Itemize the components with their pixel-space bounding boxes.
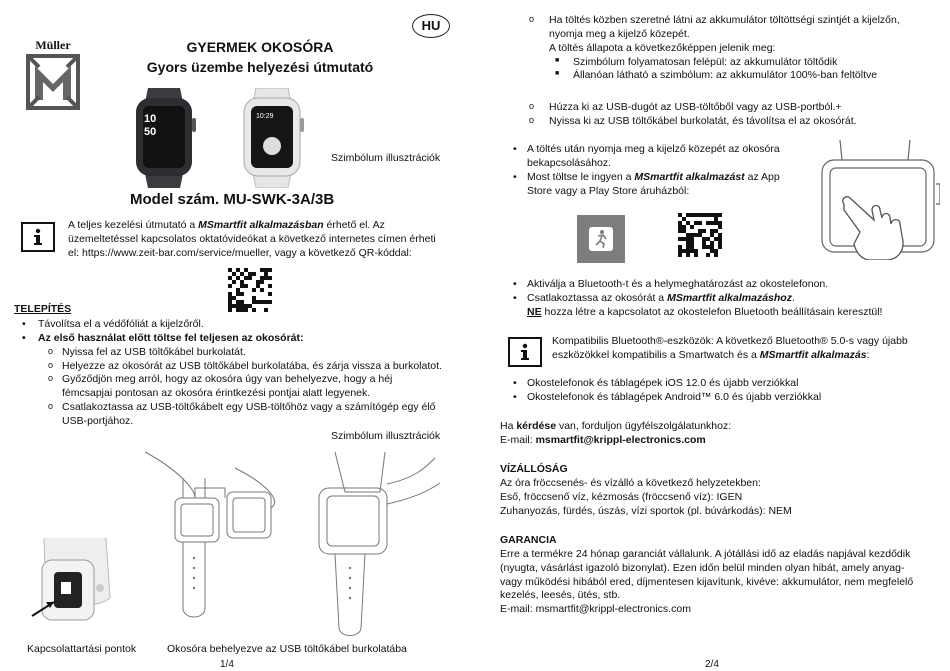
compat-line-1: Kompatibilis Bluetooth®-eszközök: A következő Bluetooth® 5.0-s vagy újabb bbox=[552, 335, 908, 347]
brand-name: Müller bbox=[35, 38, 71, 52]
charge-state: ■ Szimbólum folyamatosan felépül: az akkumulátor töltődik bbox=[475, 56, 935, 70]
os-list bbox=[505, 377, 945, 405]
contact-points-watch-icon bbox=[30, 538, 122, 642]
install-line-2: Store vagy a Play Store áruházból: bbox=[527, 184, 690, 197]
unplug-item: o Nyissa ki az USB töltőkábel burkolatát, és távolítsa el az okosórát. bbox=[475, 115, 935, 129]
setup-subitem: o Helyezze az okosórát az USB töltőkábel burkolatába, és zárja vissza a burkolatot. bbox=[14, 360, 454, 374]
question-text: Ha bbox=[500, 420, 517, 432]
model-number: Model szám. MU-SWK-3A/3B bbox=[130, 191, 335, 208]
after-charge-line-1: • A töltés után nyomja meg a kijelző közepét az okosóra bbox=[527, 143, 780, 155]
water-line: Zuhanyozás, fürdés, úszás, vízi sportok (pl. búvárkodás): NEM bbox=[500, 504, 792, 517]
os-item: • Okostelefonok és táblagépek iOS 12.0 és újabb verziókkal bbox=[505, 377, 945, 391]
question-bold: kérdése bbox=[516, 420, 557, 432]
after-charge-item bbox=[505, 143, 795, 171]
manual-page-1 bbox=[0, 0, 475, 670]
bluetooth-item: • Aktiválja a Bluetooth-t és a helymeghatározást az okostelefonon. bbox=[505, 278, 945, 292]
dark-watch-time bbox=[144, 113, 156, 138]
info-line-2: üzemeltetéssel kapcsolatos oktatóvideókat a következő internetes címen érheti bbox=[68, 232, 436, 245]
warranty-line: kezelés, leesés, ütés, stb. bbox=[500, 589, 621, 602]
compat-line-2: eszközökkel kompatibilis a Smartwatch és a bbox=[552, 348, 760, 361]
qr-code-icon bbox=[228, 268, 272, 312]
install-text: Most töltse le ingyen a bbox=[527, 170, 635, 183]
warranty-heading: GARANCIA bbox=[500, 534, 557, 546]
compatibility-paragraph bbox=[552, 335, 942, 363]
water-section bbox=[500, 463, 940, 518]
contact-paragraph bbox=[500, 420, 940, 448]
connect-app-name: MSmartfit alkalmazáshoz bbox=[667, 291, 792, 304]
water-line: Az óra fröccsenés- és vízálló a következő helyzetekben: bbox=[500, 476, 761, 489]
setup-item: • Távolítsa el a védőfóliát a kijelzőről. bbox=[14, 318, 454, 332]
warranty-line: Erre a termékre 24 hónap garanciát vállalunk. A jótállási idő az eladás napjával kezdődik bbox=[500, 547, 911, 560]
document-title bbox=[110, 38, 410, 77]
fitness-app-icon[interactable] bbox=[577, 215, 625, 263]
charging-illustration bbox=[135, 448, 445, 640]
white-watch-icon bbox=[244, 88, 304, 188]
connect-text-end: . bbox=[791, 291, 795, 304]
setup-subitem-cont: fémcsapjai pontosan az okosóra érintkezési pontjai alatt legyenek. bbox=[62, 387, 371, 400]
charge-state: ■ Állanóan látható a szimbólum: az akkumulátor 100%-ban feltöltve bbox=[475, 69, 935, 83]
setup-subitem: o Nyissa fel az USB töltőkábel burkolatát. bbox=[14, 346, 454, 360]
setup-item: • Az első használat előtt töltse fel teljesen az okosórát: bbox=[14, 332, 454, 346]
setup-list bbox=[14, 318, 454, 429]
language-badge: HU bbox=[412, 14, 450, 38]
qr-code-icon[interactable] bbox=[678, 213, 722, 257]
compat-line-2-end: : bbox=[866, 348, 870, 361]
warranty-section bbox=[500, 534, 945, 617]
setup-subitem-cont bbox=[14, 373, 454, 387]
os-item: • Okostelefonok és táblagépek Android™ 6.0 és újabb verziókkal bbox=[505, 391, 945, 405]
title-line-1: GYERMEK OKOSÓRA bbox=[186, 39, 334, 55]
info-box bbox=[508, 337, 542, 367]
charge-item: o Ha töltés közben szeretné látni az akkumulátor töltöttségi szintjét a kijelzőn, bbox=[475, 14, 935, 28]
info-icon bbox=[30, 228, 46, 246]
hand-pointer-illustration bbox=[820, 140, 940, 260]
page-number: 1/4 bbox=[220, 659, 234, 670]
warranty-line: (nyugta, vásárlást igazoló bizonylat). Ezen időn belül minden olyan hibát, amely anyag- bbox=[500, 561, 905, 574]
unplug-item: o Húzza ki az USB-dugót az USB-töltőből vagy az USB-portból.+ bbox=[475, 101, 935, 115]
page-number: 2/4 bbox=[705, 659, 719, 670]
info-paragraph bbox=[68, 219, 448, 261]
ne-word: NE bbox=[527, 305, 542, 318]
ne-rest: hozza létre a kapcsolatot az okostelefon Bluetooth beállításain keresztül! bbox=[541, 305, 883, 318]
unplug-list bbox=[475, 101, 935, 129]
info-line-3: el: https://www.zeit-bar.com/service/mueller, vagy a következő QR-kóddal: bbox=[68, 246, 412, 259]
install-app-name: MSmartfit alkalmazást bbox=[634, 170, 745, 183]
charging-list bbox=[475, 14, 935, 83]
app-name: MSmartfit alkalmazásban bbox=[198, 219, 324, 231]
info-box bbox=[21, 222, 55, 252]
warranty-email[interactable]: E-mail: msmartfit@krippl-electronics.com bbox=[500, 603, 691, 616]
brand-m-emblem-icon bbox=[25, 54, 81, 110]
runner-icon bbox=[588, 226, 614, 252]
symbol-caption: Szimbólum illusztrációk bbox=[331, 152, 441, 164]
warranty-line: vagy működési hibából ered, díjmentesen kijavítunk, kivéve: akkumulátor, nem megfelelő bbox=[500, 575, 914, 588]
setup-subitem-cont: USB-portjához. bbox=[62, 415, 134, 428]
setup-subitem: o Csatlakoztassa az USB-töltőkábelt egy USB-töltőhöz vagy a számítógép egy élő bbox=[14, 401, 454, 415]
setup-subitem-text: o Győződjön meg arról, hogy az okosóra úgy van behelyezve, hogy a héj bbox=[62, 373, 393, 386]
charge-item-cont: nyomja meg a kijelző közepét. bbox=[549, 27, 690, 40]
setup-heading: TELEPÍTÉS bbox=[14, 303, 72, 315]
info-text-end: érhető el. Az bbox=[323, 219, 385, 231]
inserted-watch-caption: Okosóra behelyezve az USB töltőkábel burkolatába bbox=[167, 643, 407, 655]
after-charge-list bbox=[505, 143, 795, 198]
install-app-item bbox=[505, 171, 795, 199]
hand-pointer-icon bbox=[843, 197, 903, 260]
manual-page-2 bbox=[475, 0, 950, 670]
water-heading: VÍZÁLLÓSÁG bbox=[500, 463, 568, 475]
title-line-2: Gyors üzembe helyezési útmutató bbox=[146, 58, 374, 75]
white-watch-time: 10:29 bbox=[256, 113, 274, 120]
connect-list bbox=[505, 278, 945, 320]
email-label: E-mail: bbox=[500, 433, 536, 446]
symbol-caption: Szimbólum illusztrációk bbox=[331, 430, 441, 442]
charge-item-cont: A töltés állapota a következőképpen jelenik meg: bbox=[549, 41, 776, 54]
dark-watch-minute: 50 bbox=[144, 125, 157, 138]
brand-logo bbox=[25, 38, 81, 115]
info-icon bbox=[517, 343, 533, 361]
contact-points-caption: Kapcsolattartási pontok bbox=[27, 643, 137, 655]
watch-illustration bbox=[128, 88, 328, 188]
water-line: Eső, fröccsenő víz, kézmosás (fröccsenő víz): IGEN bbox=[500, 490, 743, 503]
after-charge-line-2: bekapcsolásához. bbox=[527, 156, 612, 169]
connect-text: Csatlakoztassa az okosórát a bbox=[527, 291, 668, 304]
support-email[interactable]: msmartfit@krippl-electronics.com bbox=[535, 433, 706, 446]
question-rest: van, forduljon ügyfélszolgálatunkhoz: bbox=[556, 420, 732, 432]
connect-item bbox=[505, 292, 945, 320]
compat-app-name: MSmartfit alkalmazás bbox=[759, 348, 867, 361]
dark-watch-hour: 10 bbox=[144, 113, 157, 125]
info-text: A teljes kezelési útmutató a bbox=[68, 219, 199, 231]
install-text-end: az App bbox=[744, 170, 780, 183]
